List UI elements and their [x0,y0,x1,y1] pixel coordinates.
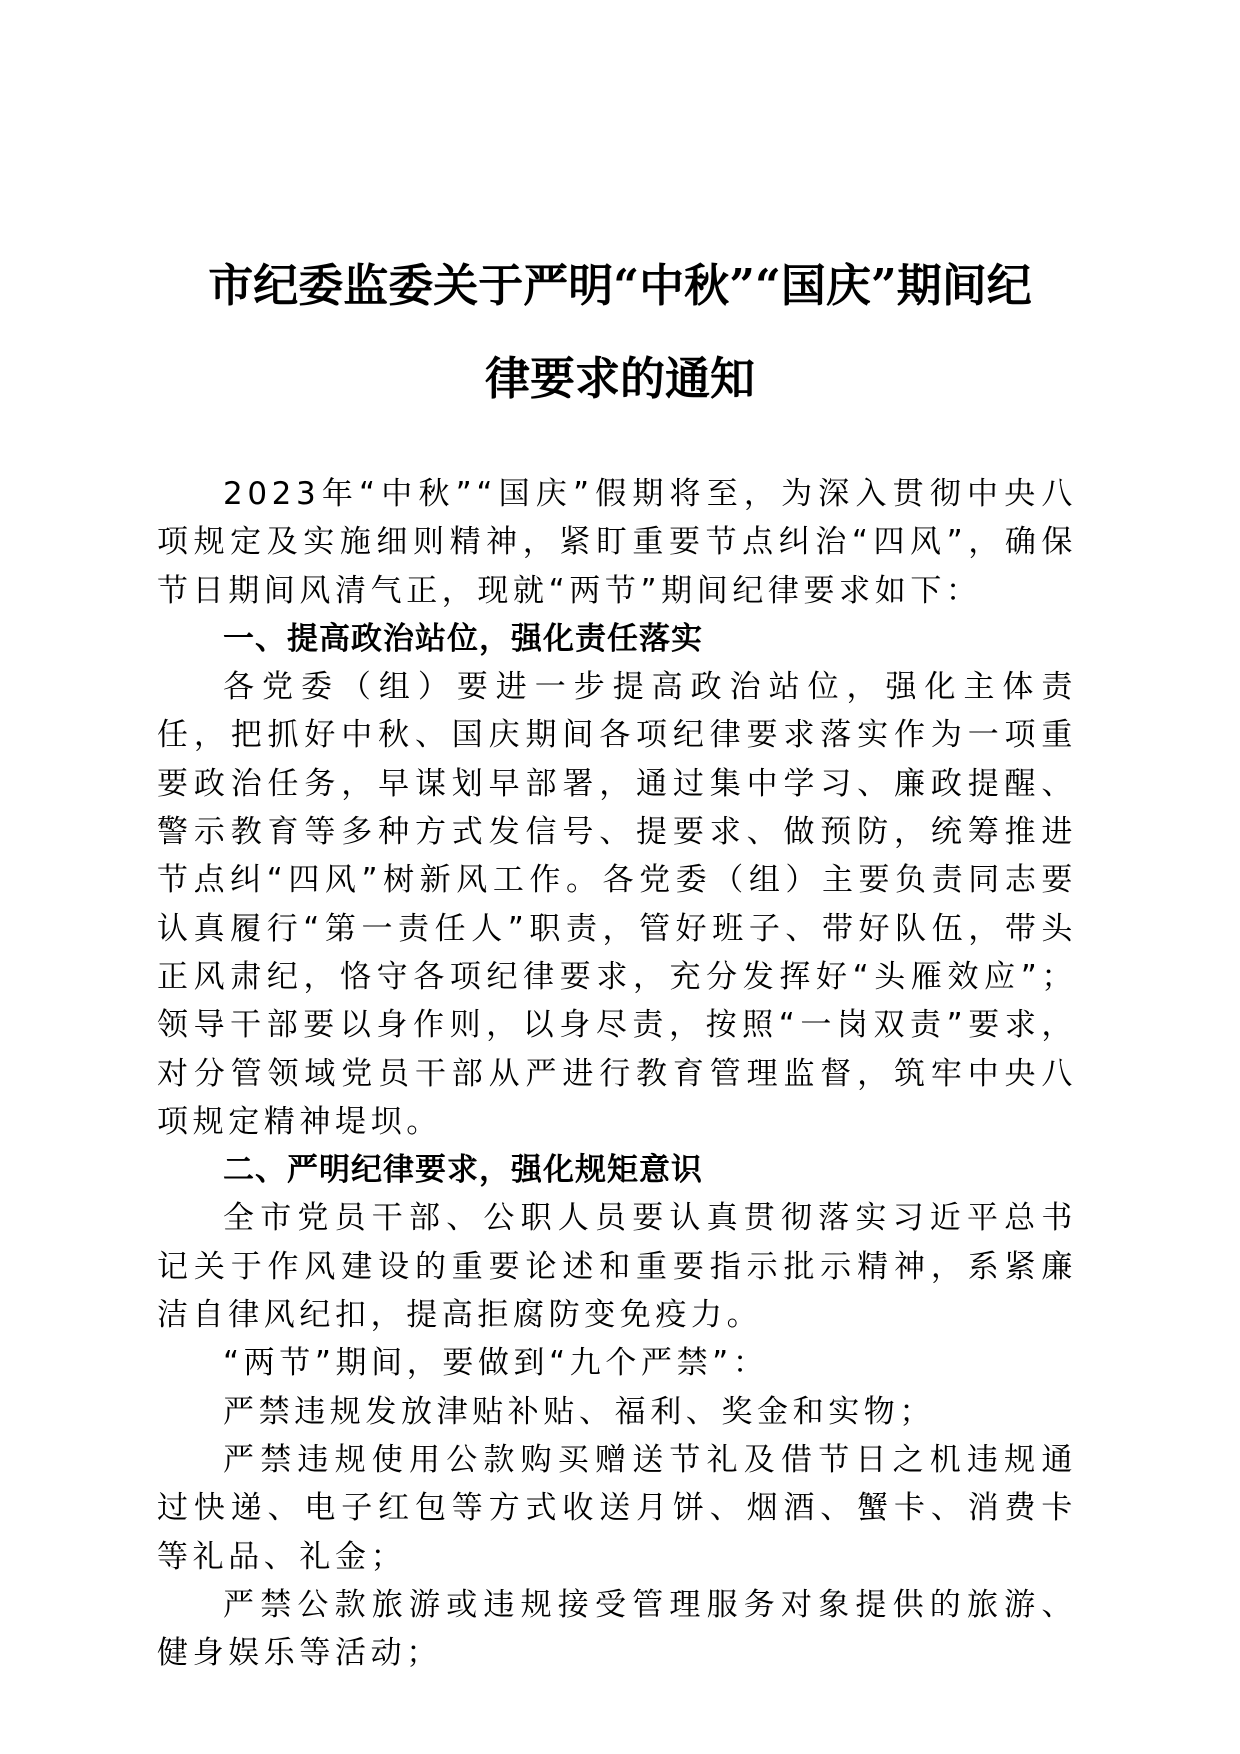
document-title-line-1: 市纪委监委关于严明“中秋”“国庆”期间纪 [208,259,1032,312]
document-body [157,470,1077,1677]
prohibition-item: 严禁公款旅游或违规接受管理服务对象提供的旅游、健身娱乐等活动； [157,1586,1077,1672]
section-heading-1: 一、提高政治站位，强化责任落实 [223,620,703,657]
body-paragraph: 全市党员干部、公职人员要认真贯彻落实习近平总书记关于作风建设的重要论述和重要指示批示精神，系紧廉洁自律风纪扣，提高拒腐防变免疫力。 [157,1200,1077,1334]
prohibition-item: 严禁违规发放津贴补贴、福利、奖金和实物； [223,1393,935,1430]
intro-paragraph: 2023年“中秋”“国庆”假期将至，为深入贯彻中央八项规定及实施细则精神，紧盯重要节点纠治“四风”，确保节日期间风清气正，现就“两节”期间纪律要求如下： [157,476,1077,609]
document-title-line-2: 律要求的通知 [484,352,755,405]
section-heading-2: 二、严明纪律要求，强化规矩意识 [223,1152,703,1189]
body-paragraph: 各党委（组）要进一步提高政治站位，强化主体责任，把抓好中秋、国庆期间各项纪律要求落实作为一项重要政治任务，早谋划早部署，通过集中学习、廉政提醒、警示教育等多种方式发信号、提要求、做预防，统筹推进节点纠“四风”树新风工作。各党委（组）主要负责同志要认真履行“第一责任人”职责，管好班子、带好队伍，带头正风肃纪，恪守各项纪律要求，充分发挥好“头雁效应”；领导干部要以身作则，以身尽责，按照“一岗双责”要求，对分管领域党员干部从严进行教育管理监督，筑牢中央八项规定精神堤坝。 [157,669,1077,1140]
prohibition-item: 严禁违规使用公款购买赠送节礼及借节日之机违规通过快递、电子红包等方式收送月饼、烟酒、蟹卡、消费卡等礼品、礼金； [157,1441,1077,1575]
body-paragraph: “两节”期间，要做到“九个严禁”： [223,1345,769,1382]
